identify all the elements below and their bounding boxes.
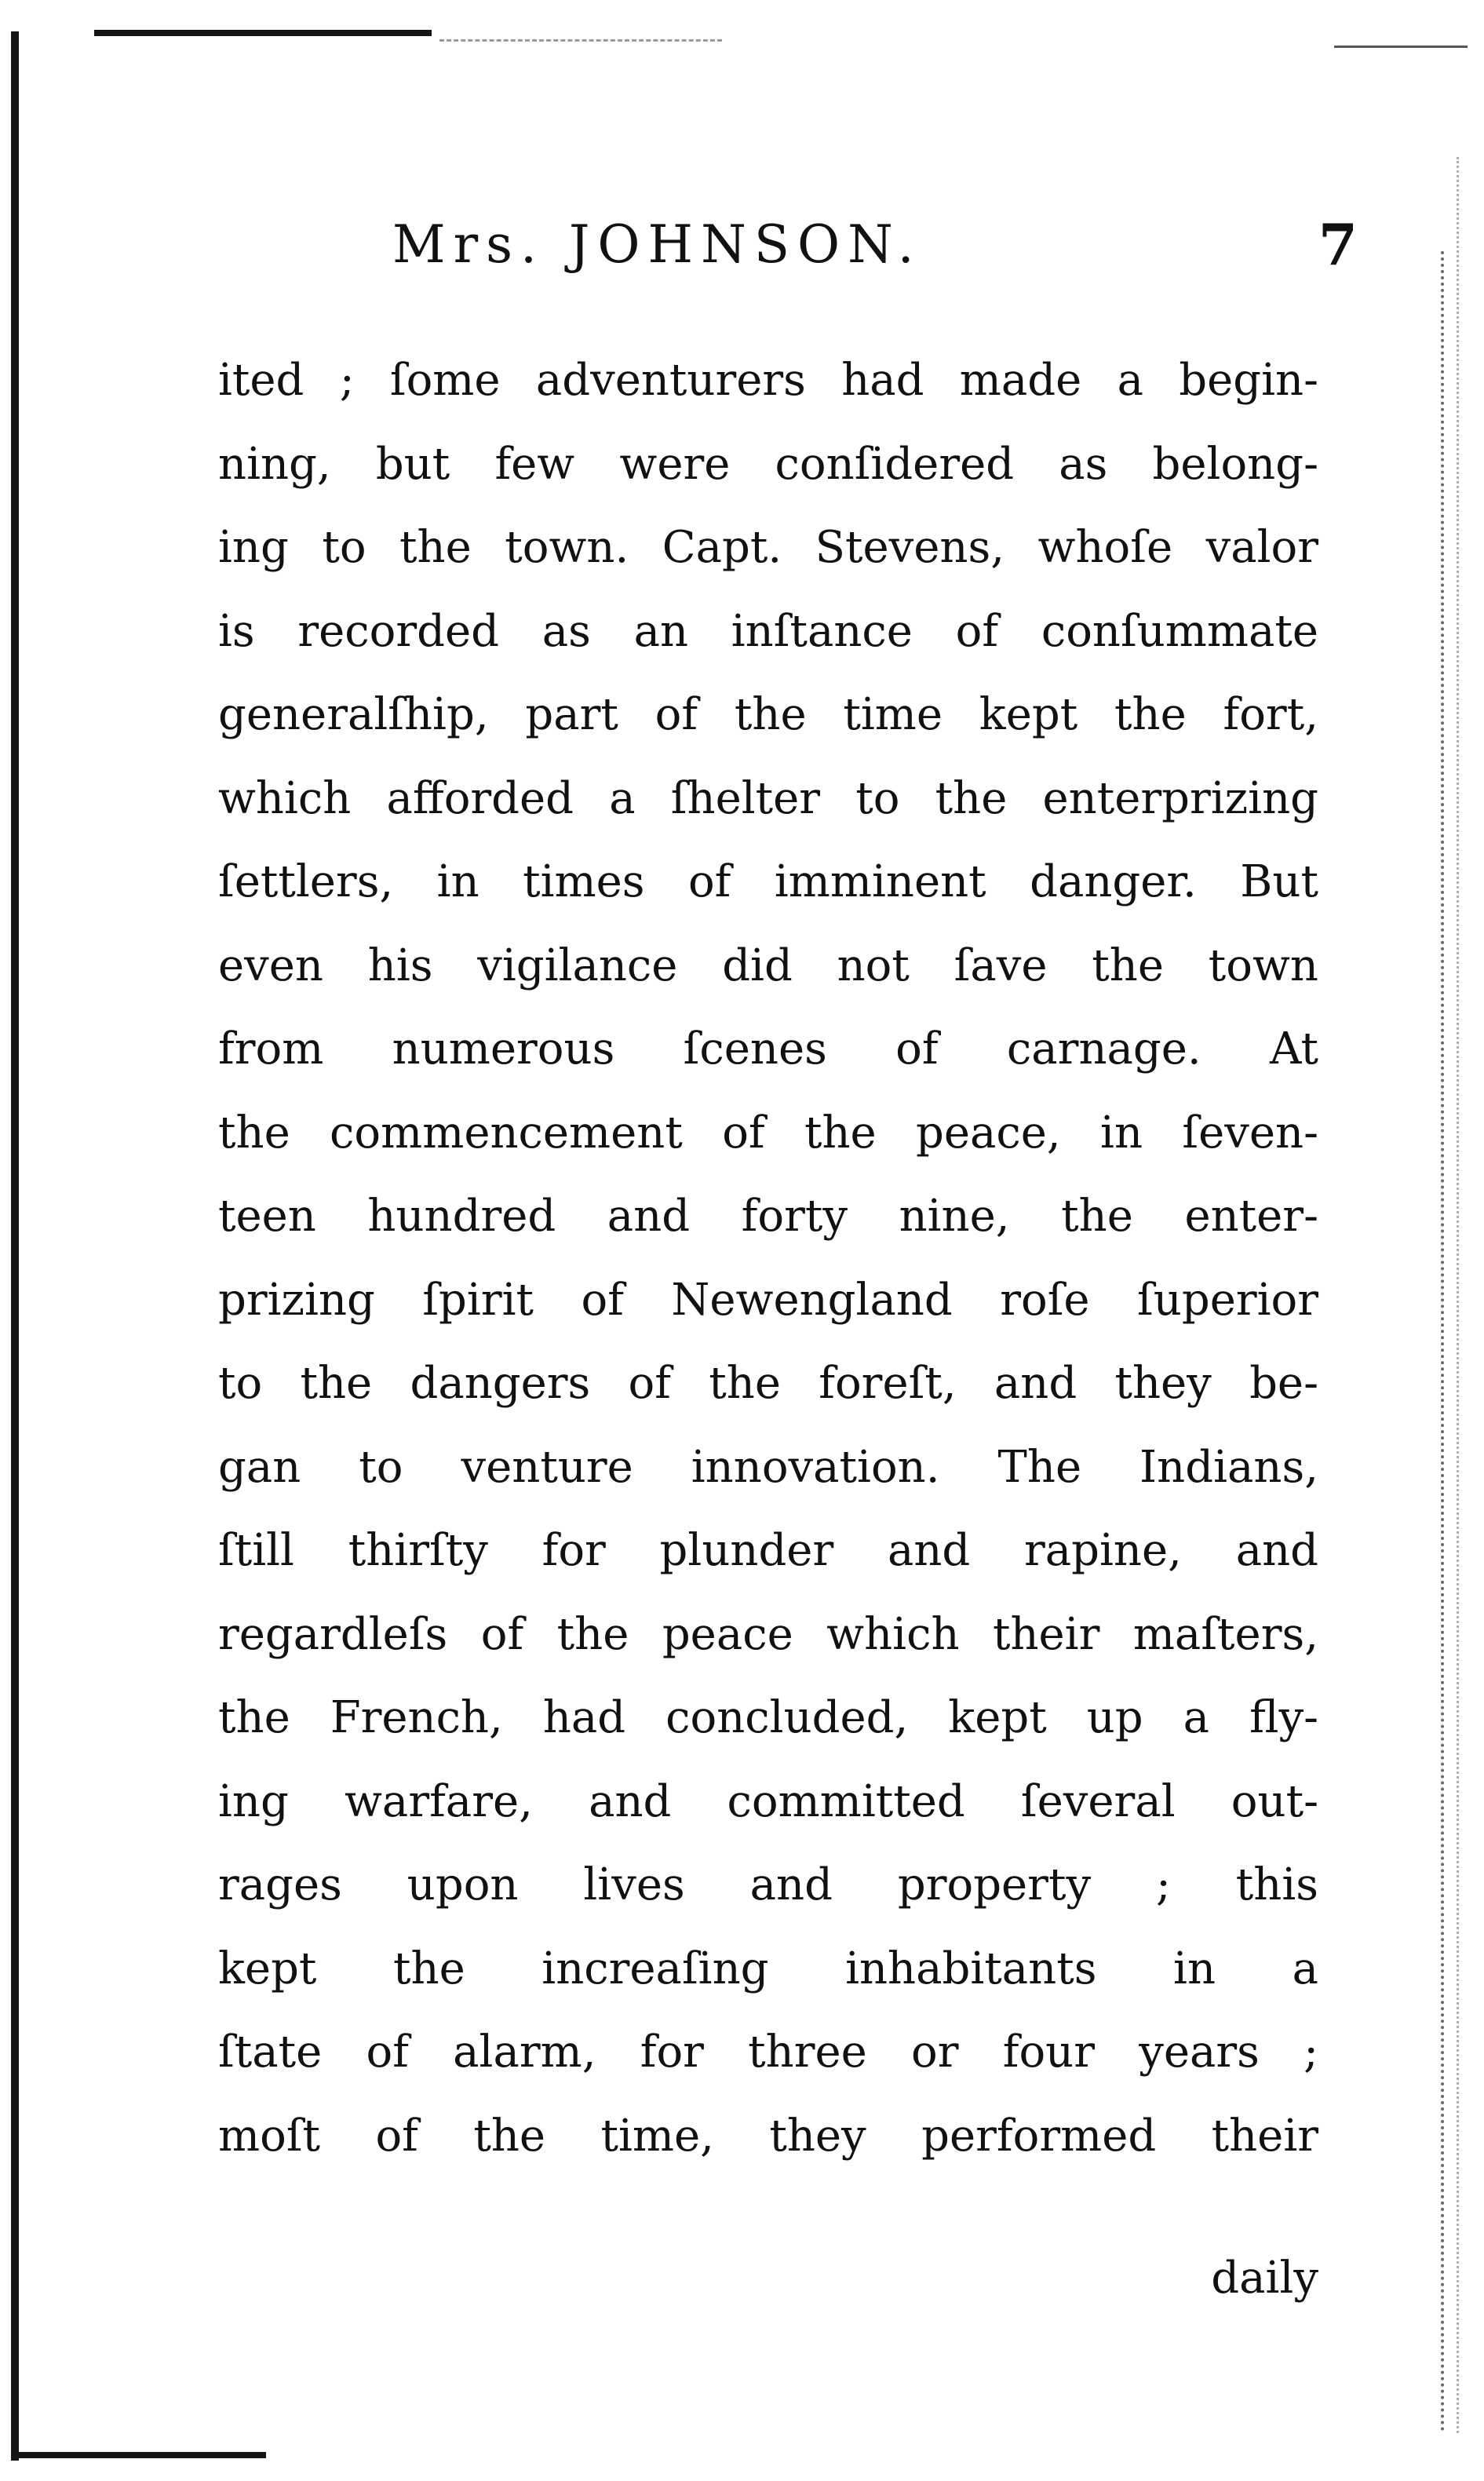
text-line: ited ; ſome adventurers had made a begin- — [218, 355, 1318, 406]
text-line: ſettlers, in times of imminent danger. But — [218, 856, 1318, 907]
text-line: prizing ſpirit of Newengland roſe ſuperior — [218, 1274, 1318, 1326]
text-line: ning, but few were conſidered as belong- — [218, 438, 1318, 490]
page-edge-right-faint — [1457, 157, 1461, 2433]
catchword: daily — [1211, 2253, 1318, 2304]
text-line: kept the increaſing inhabitants in a — [218, 1943, 1318, 1994]
top-frame-rule-right — [1334, 46, 1468, 48]
page-edge-right — [1441, 251, 1447, 2433]
text-line: ing to the town. Capt. Stevens, whoſe valor — [218, 522, 1318, 573]
bottom-frame-rule — [11, 2452, 266, 2458]
text-line: gan to venture innovation. The Indians, — [218, 1441, 1318, 1493]
text-line: to the dangers of the foreſt, and they be- — [218, 1358, 1318, 1409]
text-line: generalſhip, part of the time kept the fort, — [218, 689, 1318, 740]
text-line: ſtate of alarm, for three or four years ; — [218, 2027, 1318, 2078]
text-line: the commencement of the peace, in ſeven- — [218, 1107, 1318, 1158]
binding-edge — [11, 31, 19, 2461]
text-line: is recorded as an inſtance of conſummate — [218, 605, 1318, 657]
text-line: which afforded a ſhelter to the enterprizing — [218, 772, 1318, 824]
text-line: from numerous ſcenes of carnage. At — [218, 1023, 1318, 1074]
running-head — [392, 206, 1358, 284]
text-line: the French, had concluded, kept up a fly- — [218, 1692, 1318, 1743]
text-line: even his vigilance did not ſave the town — [218, 939, 1318, 991]
top-frame-rule — [94, 30, 432, 36]
top-frame-rule-faint — [439, 39, 722, 43]
text-line: rages upon lives and property ; this — [218, 1859, 1318, 1910]
body-text — [218, 339, 1318, 2178]
page-number: 7 — [1318, 211, 1358, 278]
text-line: moſt of the time, they performed their — [218, 2110, 1318, 2162]
text-line: ing warfare, and committed ſeveral out- — [218, 1775, 1318, 1827]
text-line: teen hundred and forty nine, the enter- — [218, 1191, 1318, 1242]
text-line: ſtill thirſty for plunder and rapine, and — [218, 1525, 1318, 1576]
text-line: regardleſs of the peace which their maſters, — [218, 1608, 1318, 1660]
running-head-title: Mrs. JOHNSON. — [392, 214, 922, 275]
